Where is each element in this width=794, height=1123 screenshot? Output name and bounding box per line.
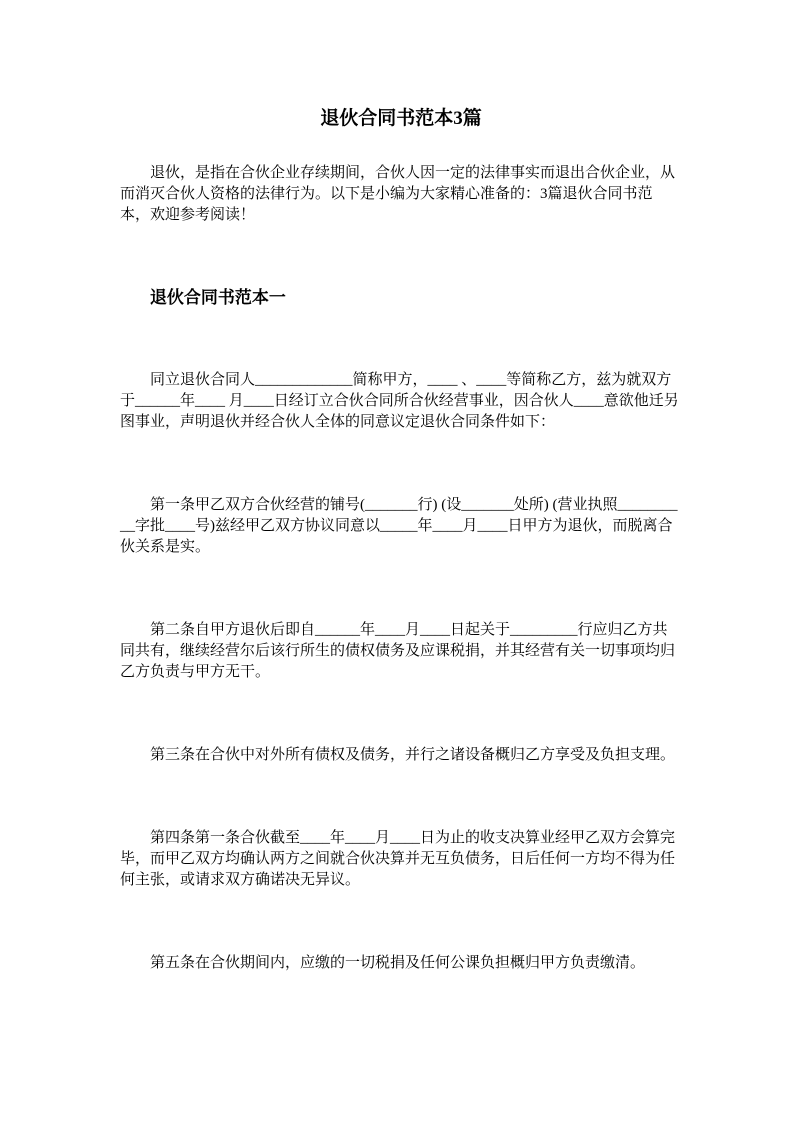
contract-paragraph-article-1: 第一条甲乙双方合伙经营的铺号(_______行) (设_______处所) (营业执照__________字批____号)兹经甲乙双方协议同意以_____年____月____日甲方为退伙，而脱离合伙关系是实。 <box>120 497 678 555</box>
intro-paragraph: 退伙，是指在合伙企业存续期间，合伙人因一定的法律事实而退出合伙企业，从而消灭合伙人资格的法律行为。以下是小编为大家精心准备的：3篇退伙合同书范本，欢迎参考阅读！ <box>120 165 676 223</box>
contract-paragraph-article-5: 第五条在合伙期间内，应缴的一切税捐及任何公课负担概归甲方负责缴清。 <box>150 955 646 971</box>
document-title: 退伙合同书范本3篇 <box>320 108 482 129</box>
contract-paragraph-preamble: 同立退伙合同人_____________简称甲方，____ 、____等简称乙方，兹为就双方于______年____ 月____日经订立合伙合同所合伙经营事业，因合伙人____意欲他迁另图事业，声明退伙并经合伙人全体的同意议定退伙合同条件如下： <box>120 372 679 430</box>
section-one-heading: 退伙合同书范本一 <box>149 288 286 307</box>
contract-paragraph-article-3: 第三条在合伙中对外所有债权及债务，并行之诸设备概归乙方享受及负担支理。 <box>150 747 676 763</box>
contract-paragraph-article-2: 第二条自甲方退伙后即自______年____月____日起关于_________行应归乙方共同共有，继续经营尔后该行所生的债权债务及应课税捐，并其经营有关一切事项均归乙方负责与甲方无干。 <box>120 622 676 680</box>
contract-paragraph-article-4: 第四条第一条合伙截至____年____月____日为止的收支决算业经甲乙双方会算完毕，而甲乙双方均确认两方之间就合伙决算并无互负债务，日后任何一方均不得为任何主张，或请求双方确诺决无异议。 <box>120 830 676 888</box>
